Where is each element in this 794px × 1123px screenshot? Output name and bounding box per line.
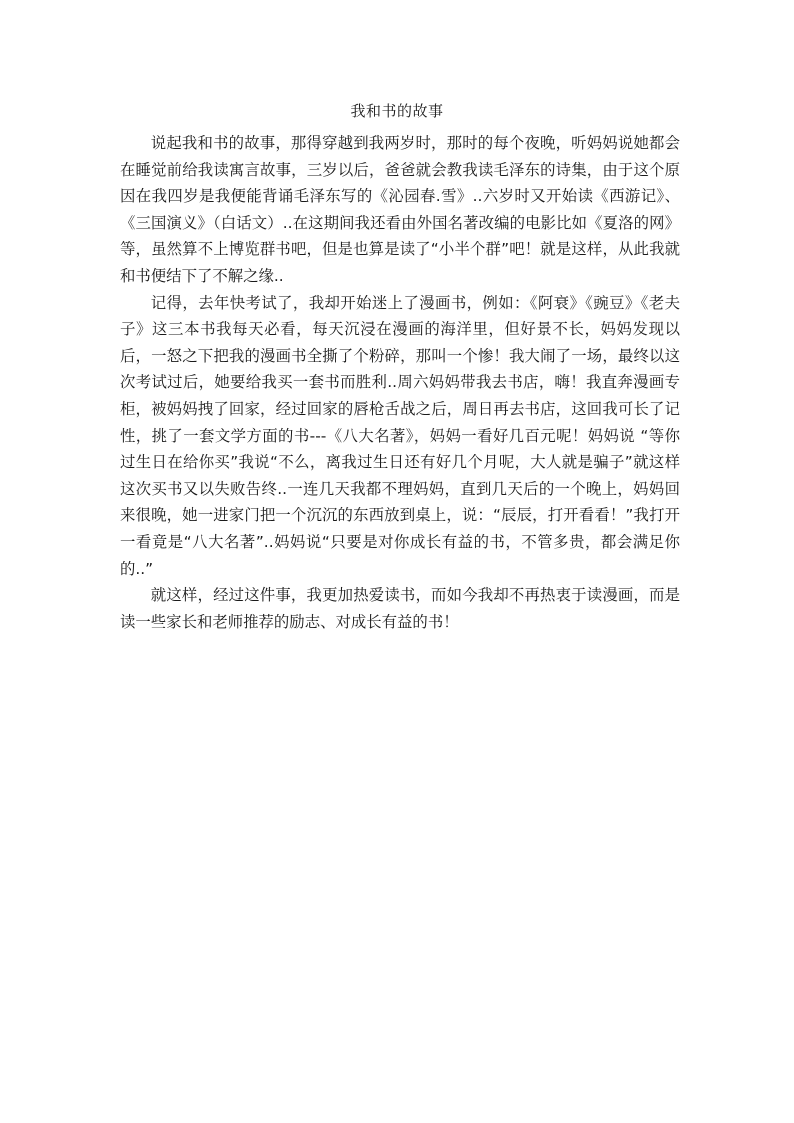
- document-body: [120, 130, 680, 635]
- paragraph-1: 说起我和书的故事，那得穿越到我两岁时，那时的每个夜晚，听妈妈说她都会在睡觉前给我读寓言故事，三岁以后，爸爸就会教我读毛泽东的诗集，由于这个原因在我四岁是我便能背诵毛泽东写的《沁园春.雪》..六岁时又开始读《西游记》、《三国演义》（白话文）..在这期间我还看由外国名著改编的电影比如《夏洛的网》等，虽然算不上博览群书吧，但是也算是读了“小半个群”吧！就是这样，从此我就和书便结下了不解之缘..: [120, 134, 680, 285]
- paragraph-3: 就这样，经过这件事，我更加热爱读书，而如今我却不再热衷于读漫画，而是读一些家长和老师推荐的励志、对成长有益的书！: [120, 586, 680, 631]
- document-title: 我和书的故事: [350, 102, 444, 120]
- paragraph-2: 记得，去年快考试了，我却开始迷上了漫画书，例如：《阿衰》《豌豆》《老夫子》这三本书我每天必看，每天沉浸在漫画的海洋里，但好景不长，妈妈发现以后，一怒之下把我的漫画书全撕了个粉碎，那叫一个惨！我大闹了一场，最终以这次考试过后，她要给我买一套书而胜利..周六妈妈带我去书店，嗨！我直奔漫画专柜，被妈妈拽了回家，经过回家的唇枪舌战之后，周日再去书店，这回我可长了记性，挑了一套文学方面的书---《八大名著》，妈妈一看好几百元呢！妈妈说 “等你过生日在给你买”我说“不么，离我过生日还有好几个月呢，大人就是骗子”就这样这次买书又以失败告终..一连几天我都不理妈妈，直到几天后的一个晚上，妈妈回来很晚，她一进家门把一个沉沉的东西放到桌上，说：“辰辰，打开看看！”我打开一看竟是“八大名著”..妈妈说“只要是对你成长有益的书，不管多贵，都会满足你的..”: [120, 293, 680, 578]
